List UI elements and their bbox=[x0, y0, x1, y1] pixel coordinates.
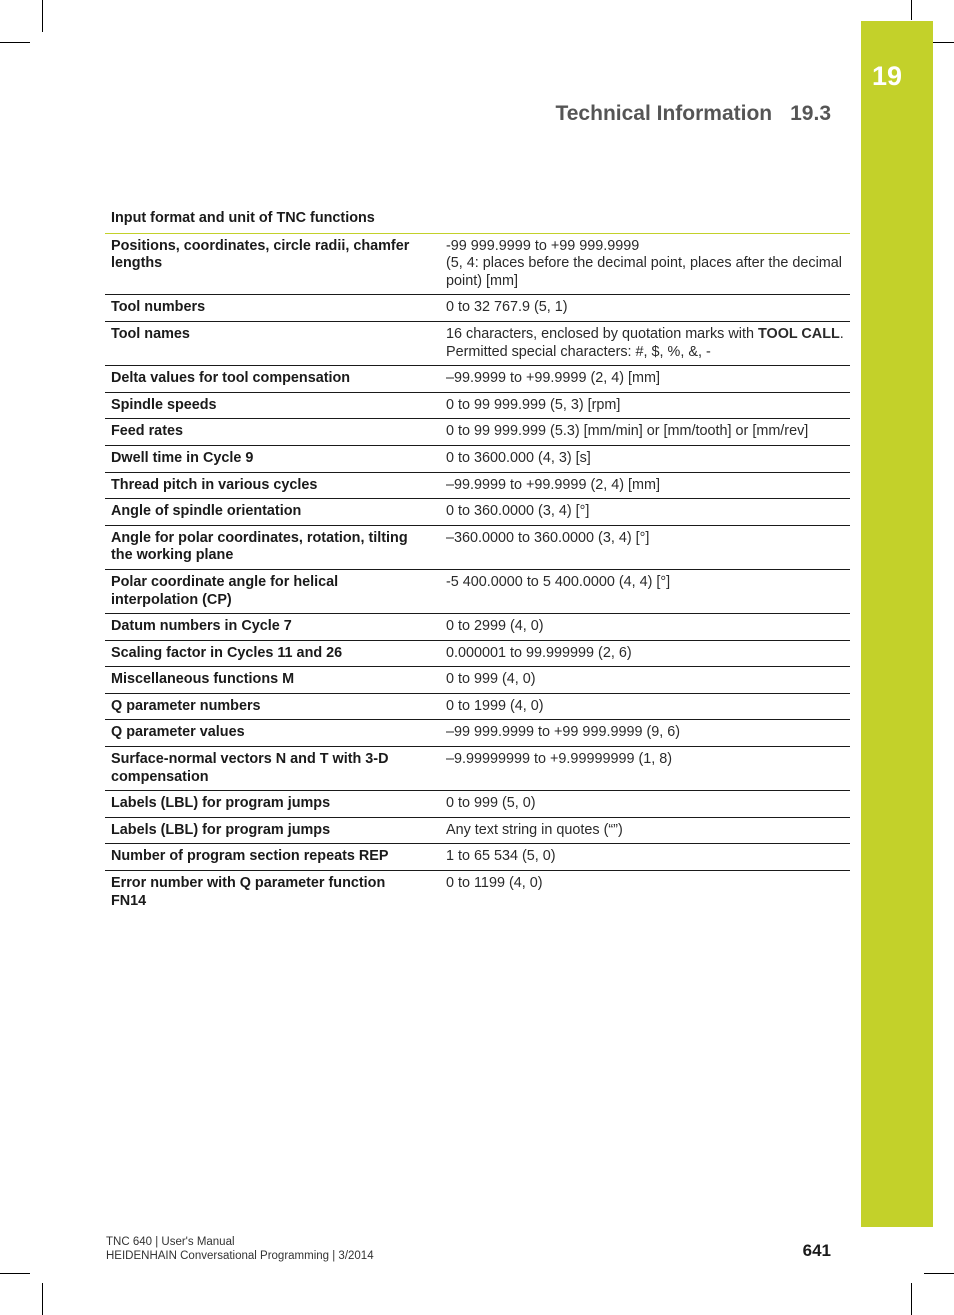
table-row bbox=[105, 499, 850, 526]
row-label: Tool names bbox=[105, 321, 440, 365]
row-value: 0 to 3600.000 (4, 3) [s] bbox=[440, 445, 850, 472]
row-value: 0 to 1999 (4, 0) bbox=[440, 693, 850, 720]
table-row bbox=[105, 844, 850, 871]
row-value: 0 to 2999 (4, 0) bbox=[440, 614, 850, 641]
row-label: Surface-normal vectors N and T with 3-D compensation bbox=[105, 747, 440, 791]
footer-info bbox=[106, 1235, 374, 1263]
row-label: Q parameter values bbox=[105, 720, 440, 747]
row-value: 0 to 360.0000 (3, 4) [°] bbox=[440, 499, 850, 526]
row-value: –99.9999 to +99.9999 (2, 4) [mm] bbox=[440, 472, 850, 499]
row-value-text: 16 characters, enclosed by quotation marks with bbox=[446, 325, 758, 342]
row-label: Angle for polar coordinates, rotation, tilting the working plane bbox=[105, 525, 440, 569]
table-row bbox=[105, 640, 850, 667]
row-value: 0 to 1199 (4, 0) bbox=[446, 875, 543, 892]
table-row bbox=[105, 419, 850, 446]
row-label: Labels (LBL) for program jumps bbox=[105, 817, 440, 844]
row-label: Delta values for tool compensation bbox=[105, 366, 440, 393]
chapter-tab bbox=[861, 21, 933, 1227]
table-row bbox=[105, 817, 850, 844]
crop-mark bbox=[42, 1283, 43, 1315]
table-row bbox=[105, 791, 850, 818]
row-label: Feed rates bbox=[105, 419, 440, 446]
footer-manual-subtitle: HEIDENHAIN Conversational Programming | 3/2014 bbox=[106, 1250, 374, 1262]
crop-mark bbox=[42, 0, 43, 32]
row-value: 0 to 99 999.999 (5, 3) [rpm] bbox=[440, 392, 850, 419]
row-label: Angle of spindle orientation bbox=[105, 499, 440, 526]
row-value-text: . Permitted special characters: #, $, %, &, - bbox=[446, 325, 844, 360]
row-label: Positions, coordinates, circle radii, chamfer lengths bbox=[105, 233, 440, 295]
crop-mark bbox=[911, 1283, 912, 1315]
row-value: –360.0000 to 360.0000 (3, 4) [°] bbox=[440, 525, 850, 569]
row-label: Datum numbers in Cycle 7 bbox=[105, 614, 440, 641]
row-value: –99.9999 to +99.9999 (2, 4) [mm] bbox=[440, 366, 850, 393]
row-label: Q parameter numbers bbox=[105, 693, 440, 720]
table-row bbox=[105, 747, 850, 791]
table-row bbox=[105, 693, 850, 720]
row-value: –9.99999999 to +9.99999999 (1, 8) bbox=[440, 747, 850, 791]
row-value-line: -99 999.9999 to +99 999.9999 bbox=[446, 237, 640, 254]
header-title: Technical Information bbox=[555, 102, 773, 125]
footer-manual-title: TNC 640 | User's Manual bbox=[106, 1236, 235, 1248]
table-row bbox=[105, 321, 850, 365]
row-value: 0 to 999 (4, 0) bbox=[440, 667, 850, 694]
row-value: 0 to 32 767.9 (5, 1) bbox=[440, 295, 850, 322]
table-row bbox=[105, 392, 850, 419]
row-value bbox=[440, 233, 850, 295]
page-number: 641 bbox=[802, 1241, 831, 1260]
crop-mark bbox=[911, 0, 912, 20]
row-label: Polar coordinate angle for helical interpolation (CP) bbox=[105, 569, 440, 613]
page-header bbox=[555, 102, 831, 126]
row-value: 0 to 99 999.999 (5.3) [mm/min] or [mm/tooth] or [mm/rev] bbox=[440, 419, 850, 446]
crop-mark bbox=[0, 42, 30, 43]
table-row bbox=[105, 295, 850, 322]
row-value: –99 999.9999 to +99 999.9999 (9, 6) bbox=[440, 720, 850, 747]
row-value: 0 to 999 (5, 0) bbox=[440, 791, 850, 818]
table-row bbox=[105, 614, 850, 641]
row-value bbox=[440, 321, 850, 365]
row-value: -5 400.0000 to 5 400.0000 (4, 4) [°] bbox=[440, 569, 850, 613]
chapter-number: 19 bbox=[871, 61, 903, 91]
crop-mark bbox=[0, 1273, 30, 1274]
table-row bbox=[105, 720, 850, 747]
row-value: Any text string in quotes (“”) bbox=[440, 817, 850, 844]
row-label: Scaling factor in Cycles 11 and 26 bbox=[105, 640, 440, 667]
spec-table bbox=[105, 207, 850, 914]
row-label: Miscellaneous functions M bbox=[105, 667, 440, 694]
table-row bbox=[105, 472, 850, 499]
row-label: Thread pitch in various cycles bbox=[105, 472, 440, 499]
table-title: Input format and unit of TNC functions bbox=[105, 207, 850, 233]
row-label: Number of program section repeats REP bbox=[105, 844, 440, 871]
row-value: 1 to 65 534 (5, 0) bbox=[440, 844, 850, 871]
table-row bbox=[105, 871, 850, 915]
table-row bbox=[105, 569, 850, 613]
table-header-row bbox=[105, 207, 850, 233]
row-label: Labels (LBL) for program jumps bbox=[105, 791, 440, 818]
table-row bbox=[105, 525, 850, 569]
row-value: 0.000001 to 99.999999 (2, 6) bbox=[440, 640, 850, 667]
row-label: Dwell time in Cycle 9 bbox=[105, 445, 440, 472]
row-value-keyword: TOOL CALL bbox=[757, 325, 840, 342]
table-row bbox=[105, 366, 850, 393]
crop-mark bbox=[924, 1273, 954, 1274]
header-section: 19.3 bbox=[790, 102, 831, 125]
row-label: Error number with Q parameter function FN14 bbox=[111, 875, 386, 909]
row-label: Tool numbers bbox=[105, 295, 440, 322]
table-row bbox=[105, 233, 850, 295]
row-label: Spindle speeds bbox=[105, 392, 440, 419]
row-value-line: (5, 4: places before the decimal point, places after the decimal point) [mm] bbox=[446, 255, 842, 289]
table-row bbox=[105, 667, 850, 694]
table-row bbox=[105, 445, 850, 472]
